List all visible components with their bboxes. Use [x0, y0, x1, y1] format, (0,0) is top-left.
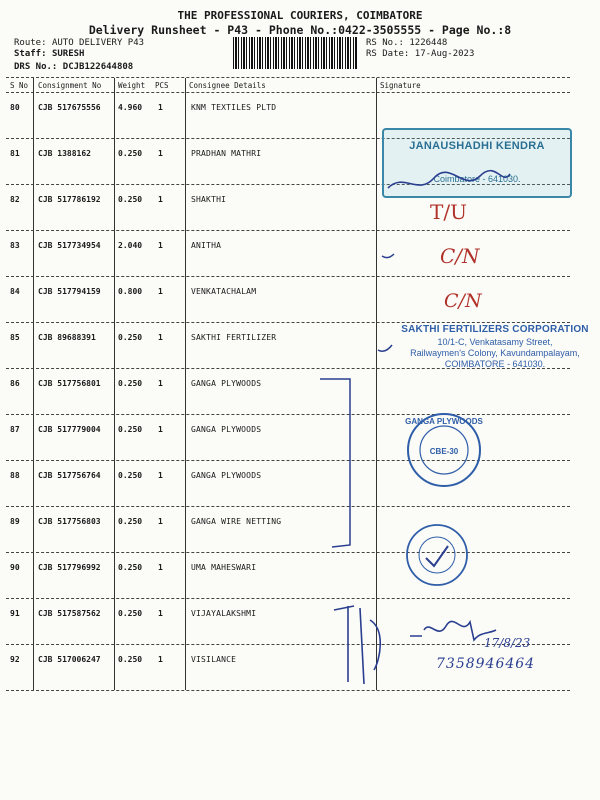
row-sno: 90	[10, 563, 20, 572]
table-row	[0, 415, 600, 461]
row-weight: 0.250	[118, 609, 143, 618]
row-pcs: 1	[158, 425, 163, 434]
row-pcs: 1	[158, 609, 163, 618]
janaushadhi-stamp: JANAUSHADHI KENDRA Coimbatore - 641030.	[382, 128, 572, 198]
row-consignee: GANGA PLYWOODS	[191, 379, 262, 388]
row-consignment-no: CJB 517779004	[38, 425, 101, 434]
row-weight: 0.250	[118, 471, 143, 480]
tick-mark	[380, 250, 400, 264]
row-pcs: 1	[158, 563, 163, 572]
staff-line: Staff: SURESH	[14, 49, 85, 59]
last-rows-bracket	[330, 600, 410, 690]
row-pcs: 1	[158, 149, 163, 158]
handwriting-date: 17/8/23	[484, 636, 531, 650]
table-row	[0, 277, 600, 323]
row-weight: 0.250	[118, 425, 143, 434]
row-pcs: 1	[158, 379, 163, 388]
row-pcs: 1	[158, 517, 163, 526]
table-row	[0, 231, 600, 277]
table-row	[0, 461, 600, 507]
row-sno: 80	[10, 103, 20, 112]
row-weight: 4.960	[118, 103, 143, 112]
bank-seal	[404, 522, 470, 588]
row-sno: 82	[10, 195, 20, 204]
row-pcs: 1	[158, 287, 163, 296]
header-signature: Signature	[380, 81, 421, 90]
handwriting-cn-83: C/N	[440, 244, 480, 268]
handwriting-phone: 7358946464	[436, 656, 536, 672]
row-sno: 85	[10, 333, 20, 342]
sakthi-stamp: SAKTHI FERTILIZERS CORPORATION 10/1-C, Venkatasamy Street, Railwaymen's Colony, Kavundampalayam, COIMBATORE - 641030.	[401, 324, 589, 369]
runsheet-subtitle: Delivery Runsheet - P43 - Phone No.:0422-3505555 - Page No.:8	[88, 23, 512, 37]
row-weight: 0.800	[118, 287, 143, 296]
row-consignment-no: CJB 517794159	[38, 287, 101, 296]
row-weight: 0.250	[118, 195, 143, 204]
ganga-seal-city: CBE-30	[429, 447, 459, 456]
row-consignment-no: CJB 517756764	[38, 471, 101, 480]
table-row	[0, 553, 600, 599]
row-consignee: UMA MAHESWARI	[191, 563, 257, 572]
row-consignee: GANGA PLYWOODS	[191, 425, 262, 434]
ganga-plywoods-seal	[404, 410, 484, 490]
row-sno: 92	[10, 655, 20, 664]
barcode	[233, 37, 357, 69]
row-consignee: ANITHA	[191, 241, 222, 250]
row-pcs: 1	[158, 103, 163, 112]
rs-no-line: RS No.: 1226448	[366, 38, 448, 48]
row-pcs: 1	[158, 241, 163, 250]
row-consignee: SAKTHI FERTILIZER	[191, 333, 277, 342]
row-consignee: GANGA WIRE NETTING	[191, 517, 282, 526]
row-consignment-no: CJB 517756803	[38, 517, 101, 526]
table-row	[0, 507, 600, 553]
rs-date-line: RS Date: 17-Aug-2023	[366, 49, 475, 59]
row-weight: 0.250	[118, 333, 143, 342]
row-weight: 0.250	[118, 563, 143, 572]
row-consignment-no: CJB 1388162	[38, 149, 91, 158]
header-pcs: PCS	[155, 81, 169, 90]
row-consignment-no: CJB 517675556	[38, 103, 101, 112]
row-consignee: KNM TEXTILES PLTD	[191, 103, 277, 112]
row-consignee: SHAKTHI	[191, 195, 227, 204]
row-pcs: 1	[158, 195, 163, 204]
row-weight: 0.250	[118, 517, 143, 526]
handwriting-tu: T/U	[430, 200, 467, 224]
row-sno: 89	[10, 517, 20, 526]
company-title: THE PROFESSIONAL COURIERS, COIMBATORE	[177, 9, 423, 22]
row-consignee: VIJAYALAKSHMI	[191, 609, 257, 618]
row-consignment-no: CJB 517587562	[38, 609, 101, 618]
header-consignee: Consignee Details	[189, 81, 266, 90]
tick-mark	[376, 342, 398, 358]
row-weight: 0.250	[118, 149, 143, 158]
ganga-bracket	[318, 375, 358, 555]
row-sno: 84	[10, 287, 20, 296]
table-row	[0, 369, 600, 415]
row-rule	[6, 690, 570, 691]
row-pcs: 1	[158, 333, 163, 342]
drs-line: DRS No.: DCJB122644808	[14, 62, 134, 72]
header-consignment: Consignment No	[38, 81, 102, 90]
row-sno: 83	[10, 241, 20, 250]
row-weight: 0.250	[118, 379, 143, 388]
signature-scribble	[384, 168, 514, 198]
row-consignment-no: CJB 89688391	[38, 333, 96, 342]
row-sno: 81	[10, 149, 20, 158]
row-consignee: PRADHAN MATHRI	[191, 149, 262, 158]
table-top-rule	[6, 77, 570, 78]
row-consignment-no: CJB 517756801	[38, 379, 101, 388]
row-consignment-no: CJB 517796992	[38, 563, 101, 572]
row-consignee: VISILANCE	[191, 655, 237, 664]
header-sno: S No	[10, 81, 29, 90]
row-consignee: VENKATACHALAM	[191, 287, 257, 296]
row-weight: 0.250	[118, 655, 143, 664]
ganga-seal-name: GANGA PLYWOODS	[405, 417, 483, 426]
row-sno: 91	[10, 609, 20, 618]
row-pcs: 1	[158, 471, 163, 480]
row-consignment-no: CJB 517734954	[38, 241, 101, 250]
row-sno: 87	[10, 425, 20, 434]
row-sno: 86	[10, 379, 20, 388]
row-pcs: 1	[158, 655, 163, 664]
handwriting-cn-84: C/N	[444, 290, 482, 312]
row-sno: 88	[10, 471, 20, 480]
row-consignee: GANGA PLYWOODS	[191, 471, 262, 480]
row-weight: 2.040	[118, 241, 143, 250]
header-weight: Weight	[118, 81, 146, 90]
row-consignment-no: CJB 517006247	[38, 655, 101, 664]
row-consignment-no: CJB 517786192	[38, 195, 101, 204]
route-line: Route: AUTO DELIVERY P43	[14, 38, 145, 48]
